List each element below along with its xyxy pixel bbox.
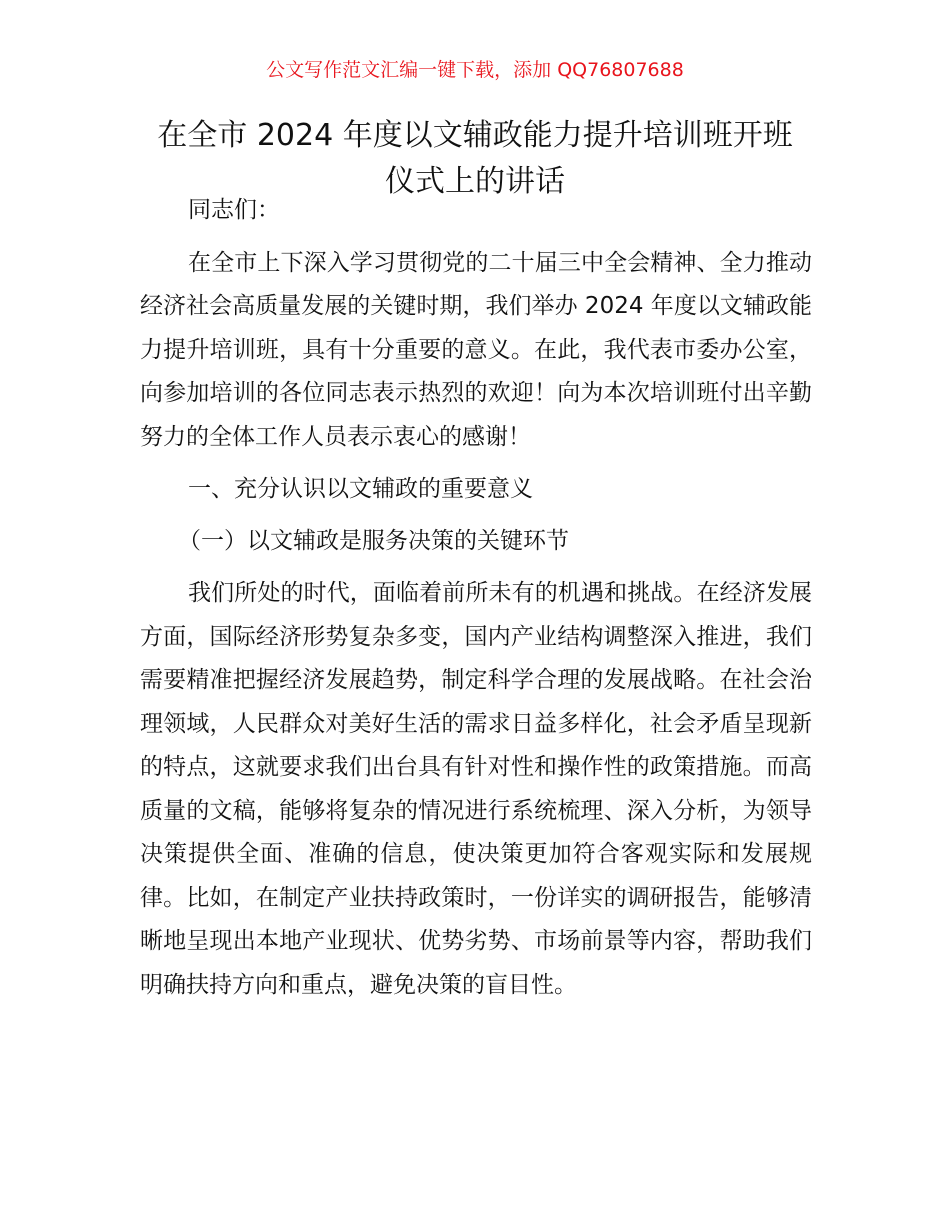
title-line-1: 在全市 2024 年度以文辅政能力提升培训班开班 [157, 118, 793, 153]
greeting: 同志们： [188, 197, 280, 223]
subsection-heading-1: （一）以文辅政是服务决策的关键环节 [178, 527, 569, 554]
intro-paragraph: 在全市上下深入学习贯彻党的二十届三中全会精神、全力推动经济社会高质量发展的关键时期，我们举办 2024 年度以文辅政能力提升培训班，具有十分重要的意义。在此，我代表市委办公室，向参加培训的各位同志表示热烈的欢迎！向为本次培训班付出辛勤努力的全体工作人员表示衷心的感谢！ [140, 249, 812, 450]
download-banner: 公文写作范文汇编一键下载，添加 QQ76807688 [266, 59, 684, 81]
subsection-paragraph-1: 我们所处的时代，面临着前所未有的机遇和挑战。在经济发展方面，国际经济形势复杂多变，国内产业结构调整深入推进，我们需要精准把握经济发展趋势，制定科学合理的发展战略。在社会治理领域，人民群众对美好生活的需求日益多样化，社会矛盾呈现新的特点，这就要求我们出台具有针对性和操作性的政策措施。而高质量的文稿，能够将复杂的情况进行系统梳理、深入分析，为领导决策提供全面、准确的信息，使决策更加符合客观实际和发展规律。比如，在制定产业扶持政策时，一份详实的调研报告，能够清晰地呈现出本地产业现状、优势劣势、市场前景等内容，帮助我们明确扶持方向和重点，避免决策的盲目性。 [140, 580, 812, 998]
document-body [140, 189, 812, 1007]
section-heading-1: 一、充分认识以文辅政的重要意义 [188, 476, 533, 502]
title-line-2: 仪式上的讲话 [385, 164, 565, 199]
